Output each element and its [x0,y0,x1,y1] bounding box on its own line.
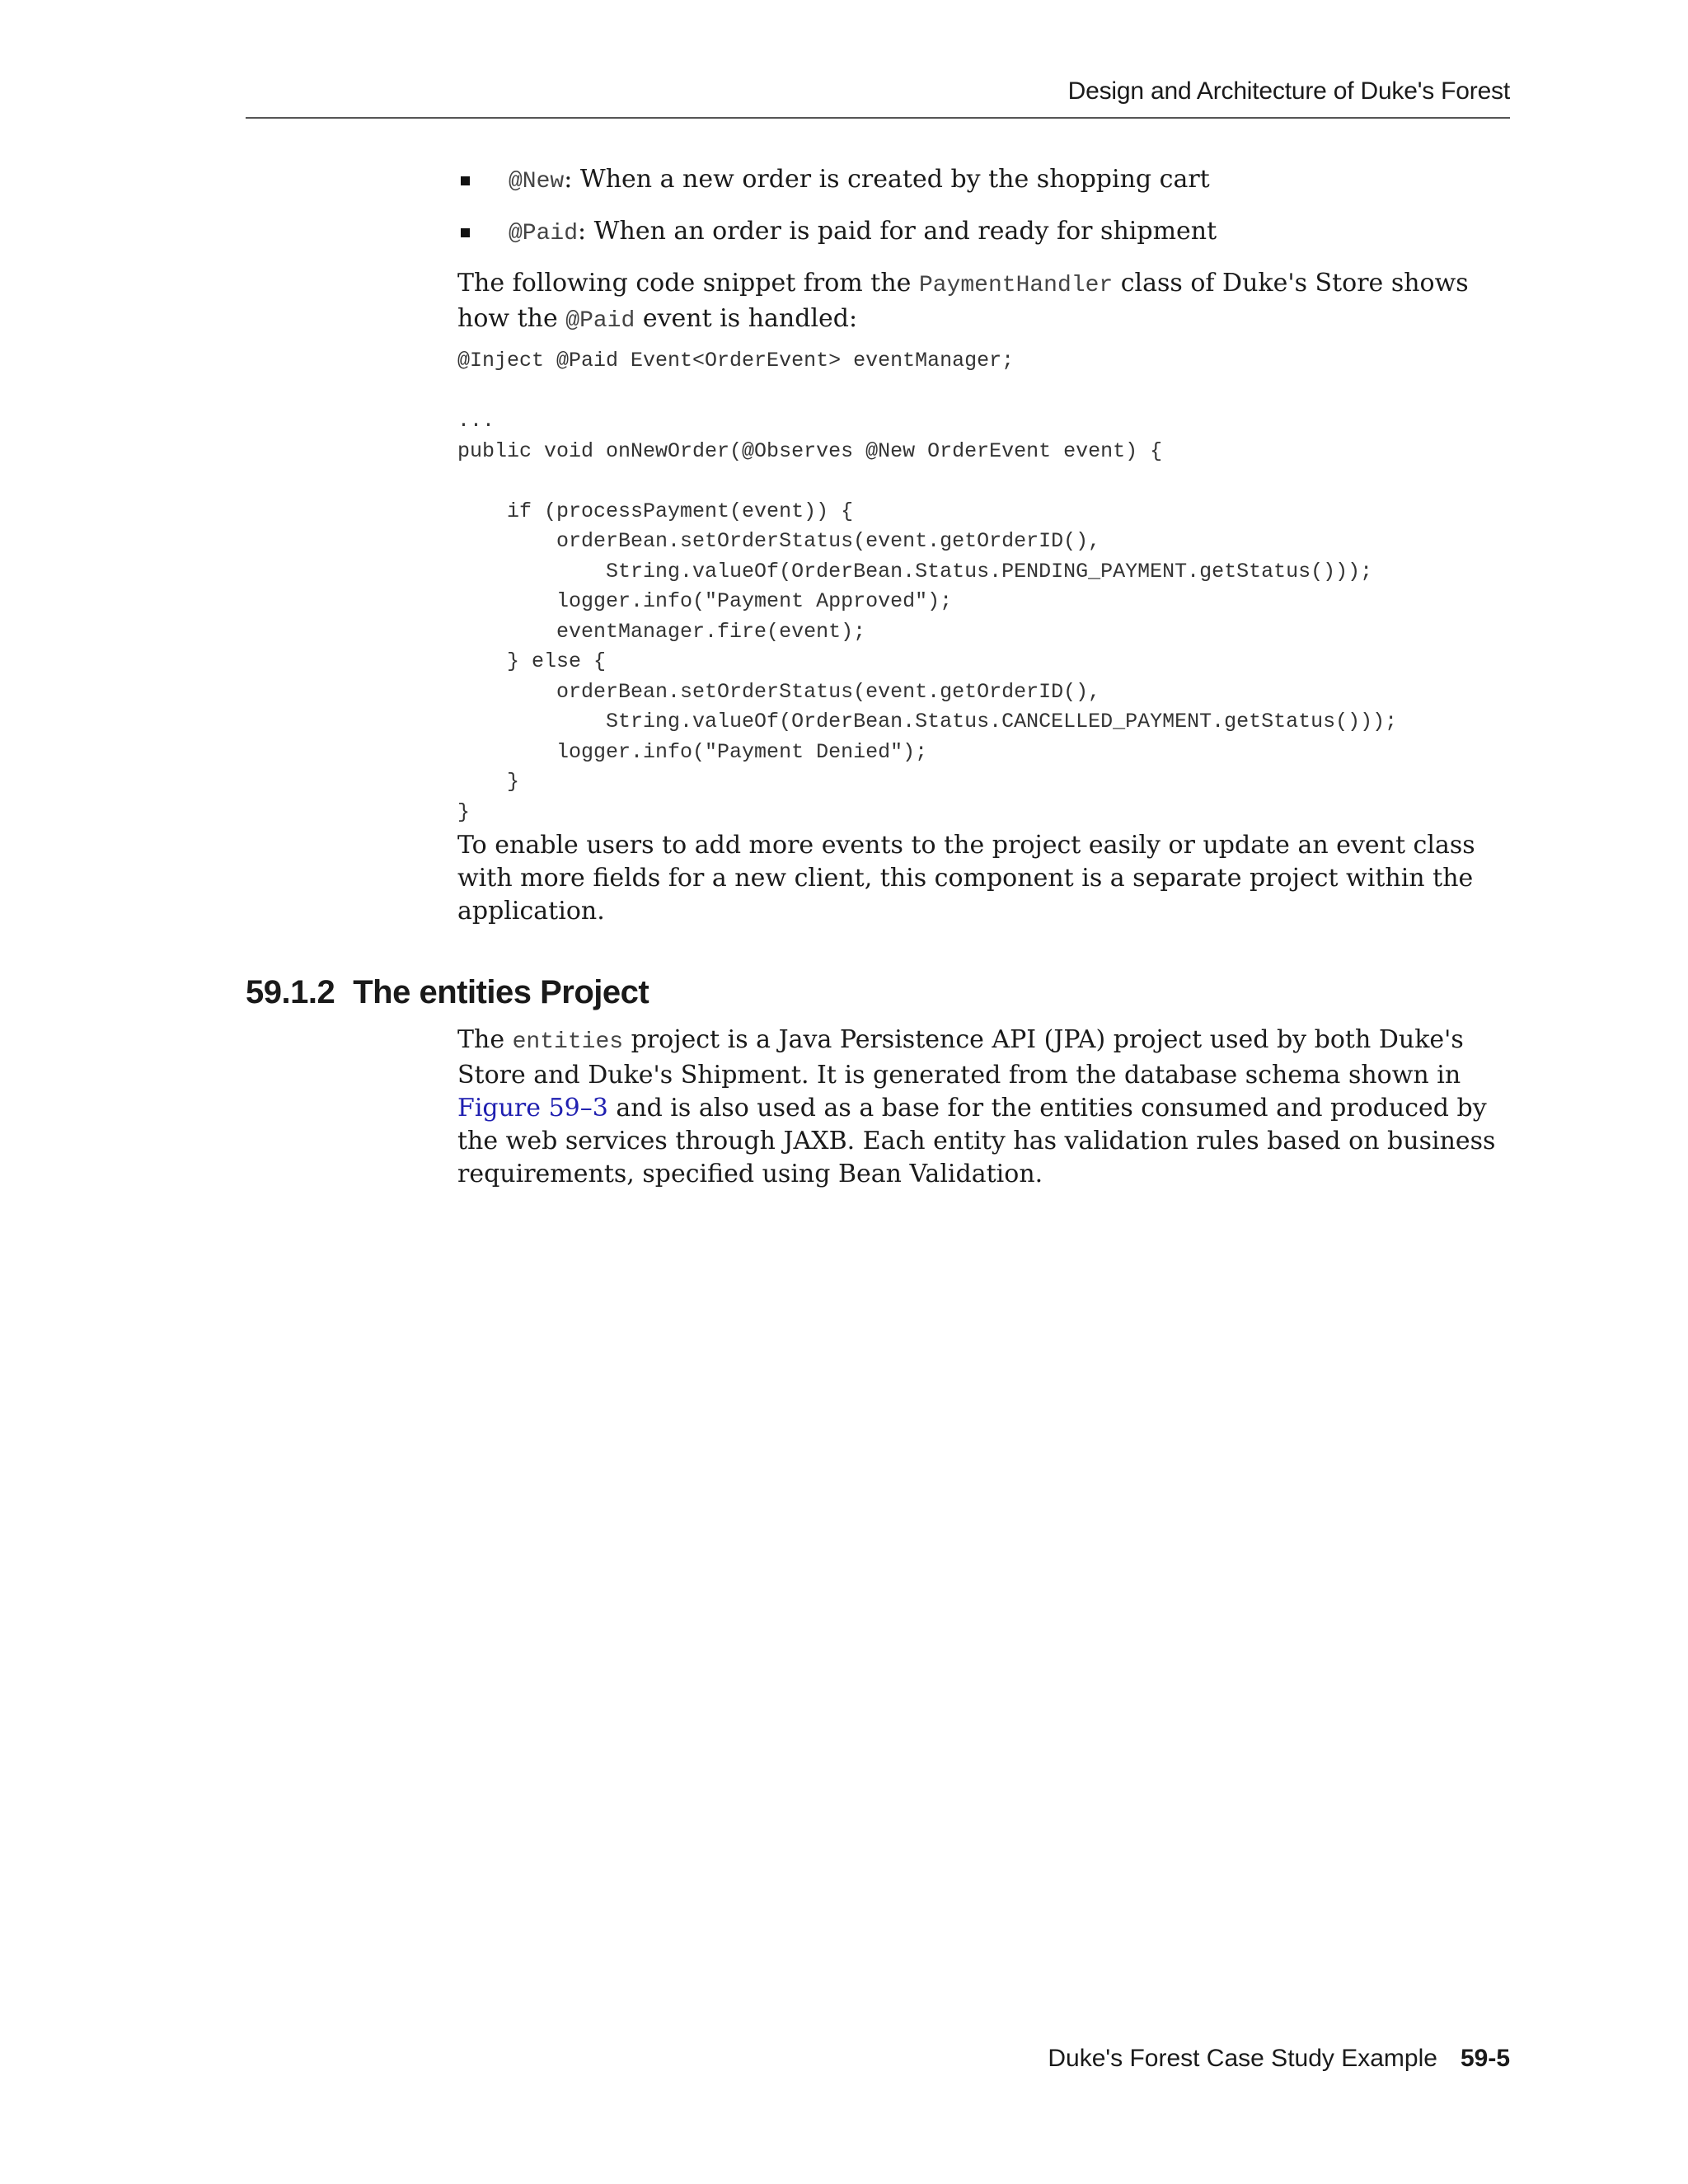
intro-paragraph [457,267,1512,338]
running-header-title: Design and Architecture of Duke's Forest [1067,77,1510,105]
main-content [457,163,1512,944]
running-header [246,71,1510,119]
paragraph-text: and is also used as a base for the entities consumed and produced by the web services through JAXB. Each entity has validation rules based on business requirements, specified using Bean Validation. [457,1094,1496,1188]
entities-section [457,1024,1512,1207]
section-number: 59.1.2 [246,974,335,1010]
list-item-text: : When a new order is created by the shopping cart [564,165,1210,194]
running-footer [246,2042,1510,2075]
inline-code: PaymentHandler [918,273,1114,298]
code-snippet: @Inject @Paid Event<OrderEvent> eventManager; ... public void onNewOrder(@Observes @New OrderEvent event) { if (processPayment(event)) { orderBean.setOrderStatus(event.getOrderID(), String.valueOf(OrderBean.Status.PENDING_PAYMENT.getStatus())); logger.info("Payment Approved"); eventManager.fire(event); } else { orderBean.setOrderStatus(event.getOrderID(), String.valueOf(OrderBean.Status.CANCELLED_PAYMENT.getStatus())); logger.info("Payment Denied"); } } [457,349,1398,824]
page-number: 59-5 [1460,2045,1510,2072]
list-item [457,215,1512,251]
entities-paragraph [457,1024,1512,1191]
square-bullet-icon [461,176,470,185]
section-heading [246,971,649,1014]
paragraph-text: project is a Java Persistence API (JPA) project used by both Duke's Store and Duke's Shipment. It is generated from the database schema shown in [457,1025,1464,1090]
section-title: The entities Project [353,974,649,1010]
paragraph-text: The following code snippet from the [457,269,919,298]
after-code-paragraph: To enable users to add more events to the project easily or update an event class with more fields for a new client, this component is a separate project within the application. [457,831,1475,926]
footer-title: Duke's Forest Case Study Example [1048,2045,1437,2072]
figure-link[interactable]: Figure 59–3 [457,1094,608,1122]
event-qualifier-list [457,163,1512,251]
paragraph-text: class of Duke's Store shows how the [457,269,1469,333]
square-bullet-icon [461,228,470,237]
list-item [457,163,1512,199]
list-item-text: : When an order is paid for and ready for shipment [578,217,1217,246]
inline-code: @New [509,169,565,194]
inline-code: @Paid [565,308,635,334]
inline-code: entities [512,1029,624,1055]
paragraph-text: event is handled: [635,304,858,333]
paragraph-text: The [457,1025,513,1054]
inline-code: @Paid [509,221,579,246]
